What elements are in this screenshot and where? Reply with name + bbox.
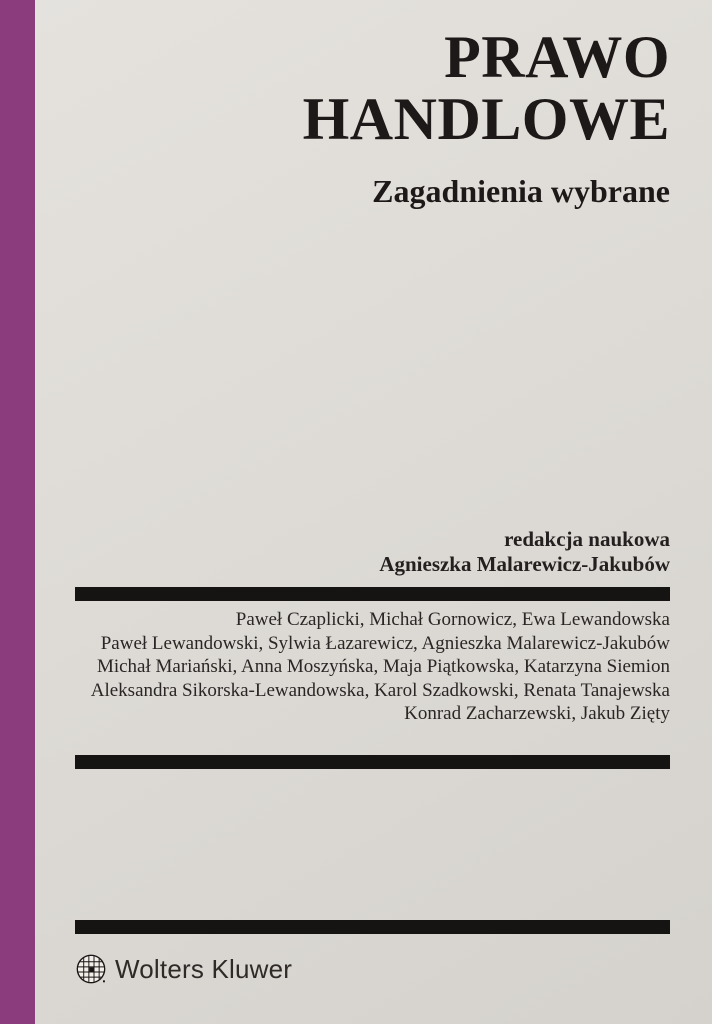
title-line-1: PRAWO (444, 24, 670, 90)
authors-line: Paweł Lewandowski, Sylwia Łazarewicz, Agnieszka Malarewicz-Jakubów (100, 632, 670, 654)
accent-stripe (0, 0, 35, 1024)
publisher-name: Wolters Kluwer (115, 953, 293, 984)
publisher-logo (76, 952, 292, 986)
wolters-kluwer-globe-icon (76, 954, 106, 984)
title-line-2: HANDLOWE (302, 86, 670, 152)
authors-line: Aleksandra Sikorska-Lewandowska, Karol Szadkowski, Renata Tanajewska (90, 679, 670, 701)
authors-list (75, 608, 670, 726)
editor-name: Agnieszka Malarewicz-Jakubów (379, 552, 670, 576)
book-title (75, 26, 670, 150)
authors-line: Konrad Zacharzewski, Jakub Zięty (404, 703, 670, 724)
authors-line: Michał Mariański, Anna Moszyńska, Maja Piątkowska, Katarzyna Siemion (96, 656, 670, 677)
authors-line: Paweł Czaplicki, Michał Gornowicz, Ewa Lewandowska (235, 609, 670, 630)
separator-bar-top (75, 587, 670, 601)
book-subtitle: Zagadnienia wybrane (372, 173, 670, 209)
editor-block (75, 527, 670, 577)
editor-label: redakcja naukowa (504, 527, 670, 551)
separator-bar-bottom (75, 920, 670, 934)
separator-bar-middle (75, 755, 670, 769)
